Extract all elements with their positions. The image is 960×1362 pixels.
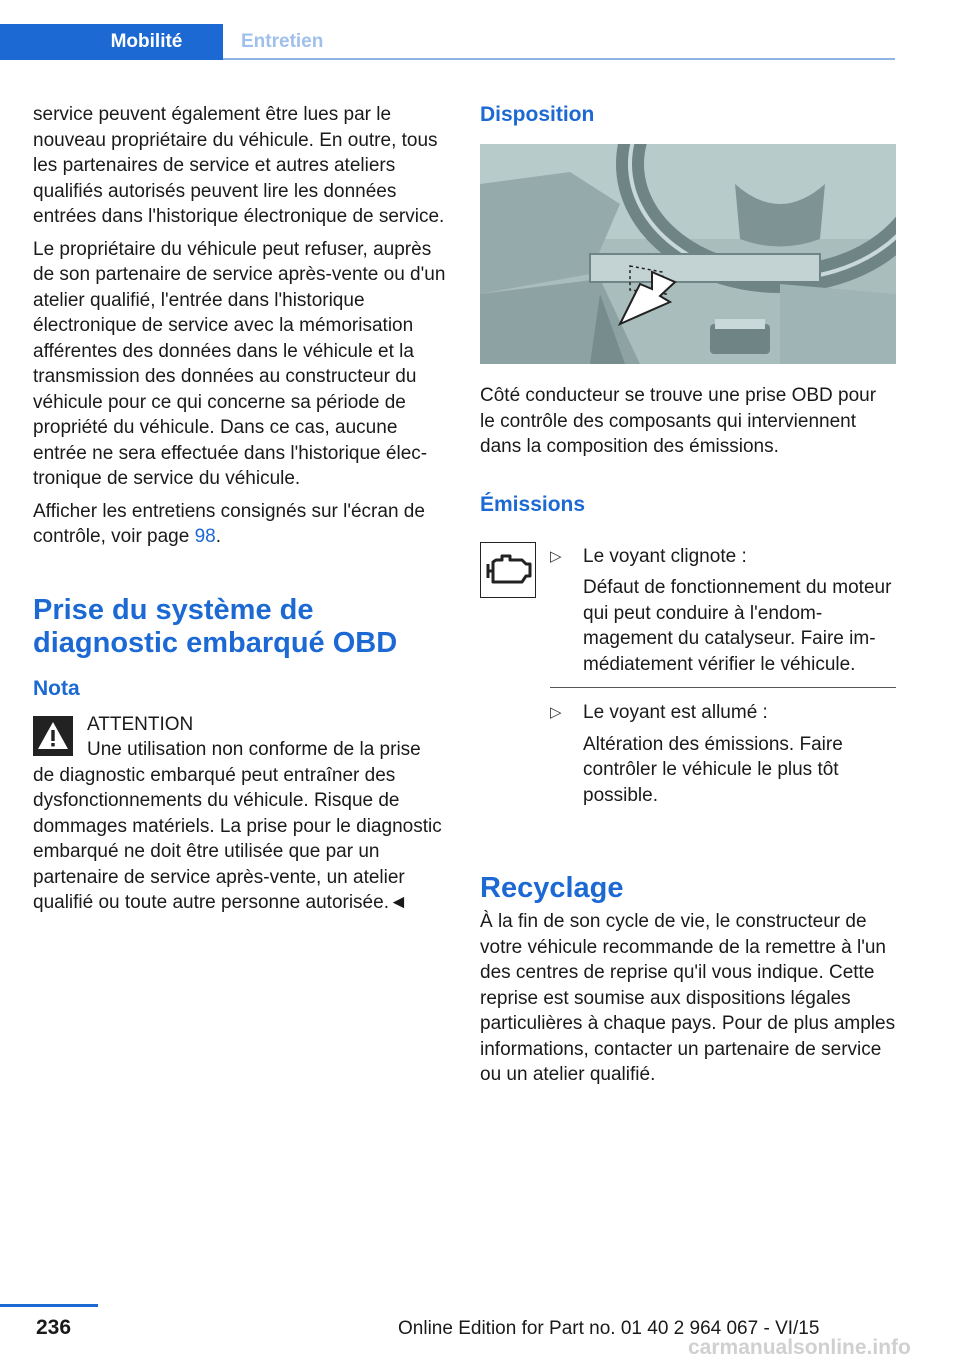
watermark: carmanualsonline.info — [688, 1336, 911, 1359]
engine-warning-icon — [480, 542, 536, 598]
item-title: Le voyant est allumé : — [583, 702, 768, 723]
chapter-tabs — [0, 24, 895, 62]
warning-first-line: Une utilisation non conforme de la prise — [87, 739, 421, 760]
page-number: 236 — [36, 1316, 72, 1339]
tab-underline — [223, 58, 895, 60]
item-title: Le voyant clignote : — [583, 545, 747, 567]
warning-triangle-icon — [33, 716, 73, 756]
bullet-triangle-icon: ▷ — [550, 547, 562, 565]
right-column — [480, 102, 896, 1095]
warning-title: ATTENTION — [87, 713, 194, 735]
item-desc: Défaut de fonctionnement du moteur qui peut conduire à l'endommagement du catalyseur. Faire immédiatement vérifier le véhicule. — [583, 577, 892, 675]
emissions-block — [480, 532, 896, 819]
list-item — [550, 687, 896, 818]
heading-disposition: Disposition — [480, 103, 595, 126]
heading-obd: Prise du système de diagnostic embarqué OBD — [33, 593, 398, 659]
left-column — [33, 102, 448, 923]
paragraph-recyclage: À la fin de son cycle de vie, le constructeur de votre véhicule recommande de la remettre à l'un des centres de reprise qu'il vous indique. Cette reprise est soumise aux dispositions légales particulières à chaque pays. Pour de plus amples informations, contacter un partenaire de service ou un atelier qualifié. — [480, 911, 896, 1085]
footer-rule — [0, 1304, 98, 1307]
paragraph-owner-refusal: Le propriétaire du véhicule peut refuser, auprès de son partenaire de service après-vente ou d'un atelier qualifié, l'entrée dans l'historique électronique de service avec la mémorisation afférentes des données dans le véhicule et la transmission des données au constructeur du véhicule pour ce qui concerne sa période de propriété du véhicule. Dans ce cas, aucune entrée ne sera effectuée dans l'historique électronique de service du véhicule. — [33, 238, 446, 489]
warning-block — [33, 712, 448, 763]
list-item — [550, 532, 896, 688]
warning-body: de diagnostic embarqué peut entraîner des dysfonctionnements du véhicule. Risque de dommages matériels. La prise pour le diagnostic embarqué ne doit être utilisée que par un partenaire de service après-vente, un atelier qualifié ou toute autre personne autorisée.◄ — [33, 764, 442, 913]
obd-location-photo — [480, 144, 896, 364]
emissions-list — [550, 532, 896, 819]
photo-caption: Côté conducteur se trouve une prise OBD pour le contrôle des composants qui interviennent dans la composition des émissions. — [480, 385, 877, 457]
page-link[interactable]: 98 — [194, 526, 216, 547]
tab-mobilite[interactable]: Mobilité — [0, 24, 223, 60]
paragraph-see-page: Afficher les entretiens consignés sur l'écran de contrôle, voir page 98. — [33, 500, 425, 547]
edition-note: Online Edition for Part no. 01 40 2 964 067 - VI/15 — [398, 1318, 820, 1339]
heading-nota: Nota — [33, 676, 80, 700]
heading-emissions: Émissions — [480, 492, 586, 516]
bullet-triangle-icon: ▷ — [550, 704, 562, 721]
paragraph-service-history: service peuvent également être lues par le nouveau propriétaire du véhicule. En outre, tous les partenaires de service et autres ateliers qualifiés autorisés peuvent lire les données entrées dans l'historique électronique de service. — [33, 104, 445, 227]
tab-entretien[interactable]: Entretien — [241, 31, 324, 52]
heading-recyclage: Recyclage — [480, 872, 624, 904]
item-desc: Altération des émissions. Faire contrôler le véhicule le plus tôt possible. — [583, 733, 843, 806]
